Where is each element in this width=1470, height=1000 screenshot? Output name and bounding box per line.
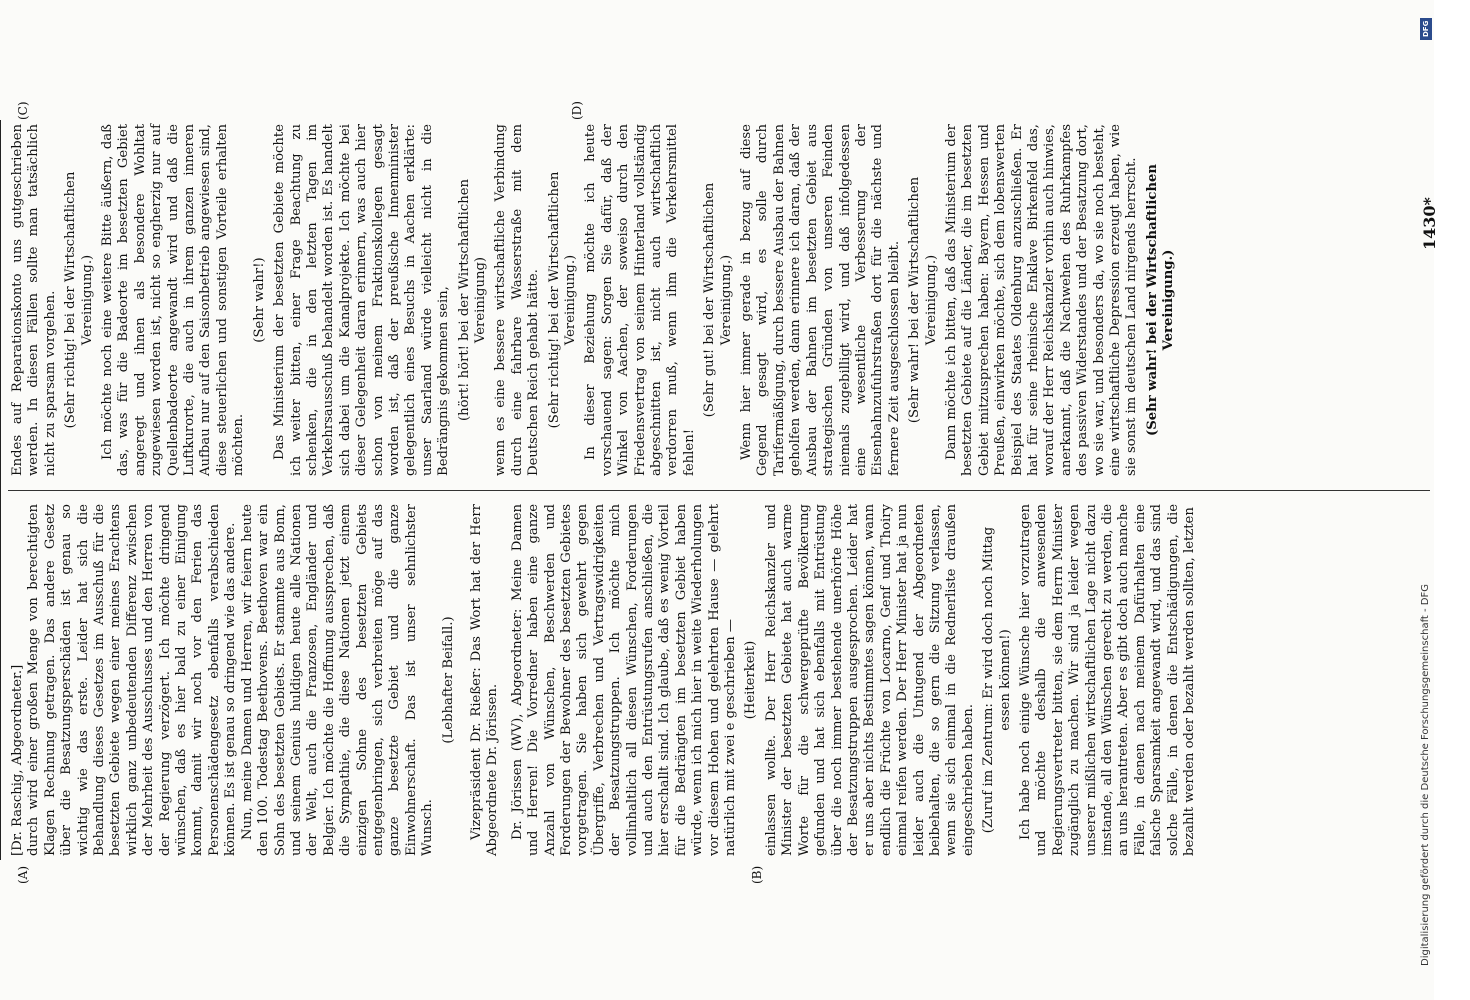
paragraph: wenn es eine bessere wirtschaftliche Verbindung durch eine fahrbare Wasserstraße mit dem Deutschen Reich gehabt hätte.	[493, 124, 542, 476]
spacer	[461, 504, 469, 856]
side-credit-strip	[1418, 8, 1434, 992]
right-column	[10, 124, 1380, 476]
paragraph: Dann möchte ich bitten, daß das Ministerium der besetzten Gebiete auf die Länder, die im besetzten Gebiet mitzusprechen haben: Bayern, Hessen und Preußen, einwirken möchte, sich dem lobenswerten Beispiel des Staates Oldenburg anzuschließen. Er hat für seine rheinische Enklave Birkenfeld das, worauf der Herr Reichskanzler vorhin auch hinwies, anerkannt, daß die Nachwehen des Ruhrkampfes des passiven Widerstandes und der Besatzung dort, wo sie war, und besonders da, wo sie noch besteht, eine wirtschaftliche Depression erzeugt haben, wie sie sonst im deutschen Land nirgends herrscht.	[943, 124, 1140, 476]
interjection: (Sehr richtig! bei der Wirtschaftlichen Vereinigung.)	[63, 171, 95, 429]
paragraph: Endes auf Reparationskonto uns gutgeschrieben werden. In diesen Fällen sollte man tatsächlich nicht zu sparsam vorgehen.	[10, 124, 58, 476]
paragraph: Ich habe noch einige Wünsche hier vorzutragen und möchte deshalb die anwesenden Regierungsvertreter bitten, sie dem Herrn Minister zugänglich zu machen. Wir sind ja leider wegen unserer mißlichen wirtschaftlichen Lage nicht dazu imstande, all den Wünschen gerecht zu werden, die an uns herantreten. Aber es gibt doch auch manche Fälle, in denen nach meinem Dafürhalten eine falsche Sparsamkeit angewandt wird, und das sind solche Fälle, in denen die Entschädigungen, die bezahlt werden oder bezahlt werden sollten, letzten	[1017, 504, 1198, 856]
interjection: (Sehr wahr! bei der Wirtschaftlichen Vereinigung.)	[907, 176, 939, 424]
speaker-tag: [Dr. Raschig, Abgeordneter.]	[10, 664, 25, 856]
margin-marker-b: (B)	[750, 865, 764, 884]
paragraph: Das Ministerium der besetzten Gebiete möchte ich weiter bitten, einer Frage Beachtung zu schenken, die in den letzten Tagen im Verkehrsausschuß behandelt worden ist. Es handelt sich dabei um die Kanalprojekte. Ich möchte bei dieser Gelegenheit daran erinnern, was auch hier schon von meinem Fraktionskollegen gesagt worden ist, daß der preußische Innenminister gelegentlich eines Besuchs in Aachen erklärte: unser Saarland würde vielleicht nicht in die Bedrängnis gekommen sein,	[272, 124, 452, 476]
interjection: (hört! hört! bei der Wirtschaftlichen Vereinigung)	[456, 178, 488, 422]
paragraph: Wenn hier immer gerade in bezug auf diese Gegend gesagt wird, es solle durch Tarifermäßigung, durch bessere Ausbau der Bahnen geholfen werden, dann erinnere ich daran, daß der Ausbau der Bahnen im besetzten Gebiet aus strategischen Gründen von unseren Feinden niemals zugebilligt wird, und daß infolgedessen eine wesentliche Verbesserung der Eisenbahnzufuhrstraßen dort für die nächste und fernere Zeit ausgeschlossen bleibt.	[739, 124, 902, 476]
interjection: (Lebhafter Beifall.)	[440, 616, 456, 744]
paragraph: einlassen wollte. Der Herr Reichskanzler und Minister der besetzten Gebiete hat auch warme Worte für die schwergeprüfte Bevölkerung gefunden und hat sich ebenfalls mit Entrüstung über die noch immer bestehende unerhörte Höhe der Besatzungstruppen ausgesprochen. Leider hat er uns aber nichts Bestimmtes sagen können, wann endlich die Früchte von Locarno, Genf und Thoiry einmal reifen werden. Der Herr Minister hat ja nun leider auch die Untugend der Abgeordneten beibehalten, die so gern die Sitzung verlassen, wenn sie sich einmal in die Rednerliste draußen eingeschrieben haben.	[763, 504, 976, 856]
margin-marker-a: (A)	[16, 865, 30, 884]
margin-marker-d: (D)	[570, 101, 584, 120]
interjection: (Sehr gut! bei der Wirtschaftlichen Vereinigung.)	[702, 182, 734, 418]
dfg-logo: DFG	[1420, 18, 1432, 40]
column-divider	[8, 490, 1430, 491]
rotated-page	[0, 90, 1470, 890]
chair-announcement: Vizepräsident Dr. Rießer: Das Wort hat der Herr Abgeordnete Dr. Jörissen.	[468, 504, 501, 856]
digitization-credit: Digitalisierung gefördert durch die Deutsche Forschungsgemeinschaft - DFG	[1420, 583, 1431, 966]
interjection: (Heiterkeit)	[743, 640, 759, 720]
signature-mark: 1430*	[1420, 197, 1439, 250]
interjection: (Sehr richtig! bei der Wirtschaftlichen Vereinigung.)	[546, 171, 578, 429]
margin-marker-c: (C)	[16, 101, 30, 120]
interjection: (Sehr wahr!)	[251, 257, 267, 343]
interjection: (Zuruf im Zentrum: Er wird doch noch Mittag essen können!)	[981, 526, 1013, 834]
paragraph: durch wird einer großen Menge von berechtigten Klagen Rechnung getragen. Das andere Gesetz über die Besatzungsperschäden ist genau so wichtig wie das erste. Leider hat sich die Behandlung dieses Gesetzes im Ausschuß für die besetzten Gebiete wegen einer meines Erachtens wirklich ganz unbedeutenden Differenz zwischen der Mehrheit des Ausschusses und den Herren von der Regierung verzögert. Ich möchte dringend wünschen, daß es hier bald zu einer Einigung kommt, damit wir noch vor den Ferien das Personenschädengesetz ebenfalls verabschieden können. Es ist genau so dringend wie das andere.	[26, 504, 239, 856]
paragraph: Dr. Jörissen (WV), Abgeordneter: Meine Damen und Herren! Die Vorredner haben eine ganze Anzahl von Wünschen, Beschwerden und Forderungen der Bewohner des besetzten Gebietes vorgetragen. Sie haben sich gewehrt gegen Übergriffe, Verbrechen und Vertragswidrigkeiten der Besatzungstruppen. Ich möchte mich vollinhaltlich all diesen Wünschen, Forderungen und auch den Entrüstungsrufen anschließen, die hier erschallt sind. Ich glaube, daß es wenig Vorteil für die Bedrängten im besetzten Gebiet haben würde, wenn ich mich hier in weite Wiederholungen vor diesem Hohen und gelehrten Hause — gelehrt natürlich mit zwei e geschrieben —	[509, 504, 739, 856]
paragraph: Nun, meine Damen und Herren, wir feiern heute den 100. Todestag Beethovens. Beethoven war ein Sohn des besetzten Gebiets. Er stammte aus Bonn, und seinem Genius huldigen heute alle Nationen der Welt, auch die Franzosen, Engländer und Belgier. Ich möchte die Hoffnung aussprechen, daß die Sympathie, die diese Nationen jetzt einem einzigen Sohne des besetzten Gebiets entgegenbringen, sich verbreiten möge auf das ganze besetzte Gebiet und die ganze Einwohnerschaft. Das ist unser sehnlichster Wunsch.	[239, 504, 436, 856]
interjection: (Sehr wahr! bei der Wirtschaftlichen Vereinigung.)	[1144, 163, 1177, 437]
running-header	[0, 120, 1, 860]
paragraph: Ich möchte noch eine weitere Bitte äußern, daß das, was für die Badeorte im besetzten Gebiet angeregt und ihnen als besondere Wohltat zugewiesen worden ist, nicht so engherzig nur auf Quellenbadeorte angewandt wird und daß die Luftkurorte, die auch in ihrem ganzen inneren Aufbau nur auf den Saisonbetrieb angewiesen sind, diese steuerlichen und sonstigen Vorteile erhalten möchten.	[100, 124, 247, 476]
left-column	[10, 504, 1435, 856]
paragraph: In dieser Beziehung möchte ich heute vorschauend sagen: Sorgen Sie dafür, daß der Winkel von Aachen, der soweiso durch den Friedensvertrag von seinem Hinterland vollständig abgeschnitten ist, nicht auch wirtschaftlich verdorren muß, wenn ihm die Verkehrsmittel fehlen!	[583, 124, 697, 476]
spacer	[502, 504, 510, 856]
